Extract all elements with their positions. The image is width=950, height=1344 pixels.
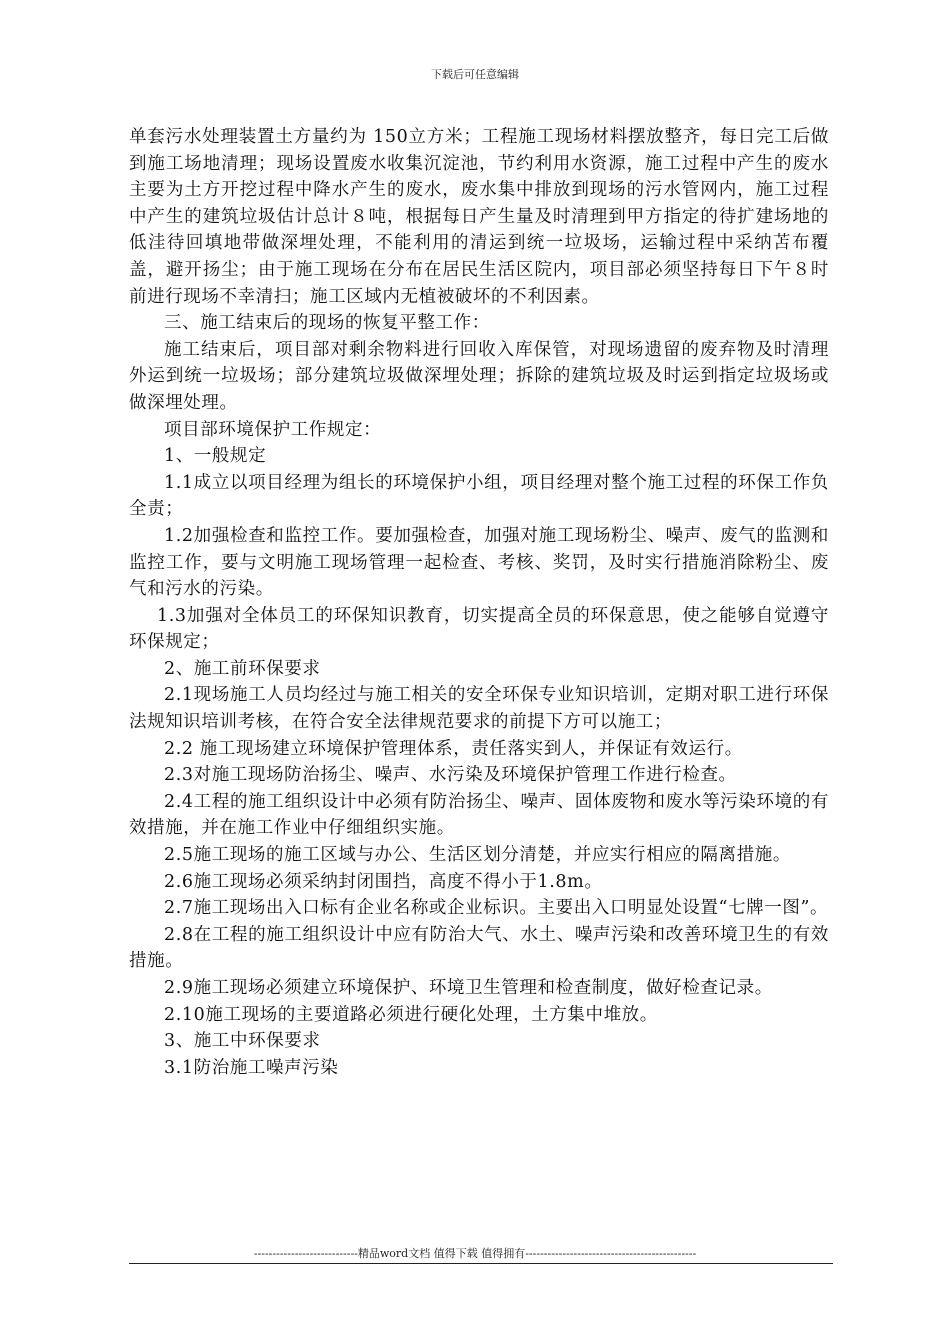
paragraph: 2.9施工现场必须建立环境保护、环境卫生管理和检查制度，做好检查记录。 xyxy=(164,978,773,998)
page-header: 下载后可任意编辑 xyxy=(431,68,519,81)
footer-divider xyxy=(129,1263,833,1264)
section-heading: 3、施工中环保要求 xyxy=(164,1031,321,1052)
paragraph: 施工结束后，项目部对剩余物料进行回收入库保管，对现场遗留的废弃物及时清理外运到统一垃圾场；部分建筑垃圾做深埋处理；拆除的建筑垃圾及时运到指定垃圾场或做深埋处理。 xyxy=(129,339,829,413)
paragraph: 2.5施工现场的施工区域与办公、生活区划分清楚，并应实行相应的隔离措施。 xyxy=(164,845,791,866)
paragraph: 2.4工程的施工组织设计中必须有防治扬尘、噪声、固体废物和废水等污染环境的有效措施，并在施工作业中仔细组织实施。 xyxy=(129,791,829,839)
section-heading: 项目部环境保护工作规定： xyxy=(164,419,382,440)
paragraph: 2.3对施工现场防治扬尘、噪声、水污染及环境保护管理工作进行检查。 xyxy=(164,765,737,786)
paragraph: 单套污水处理装置土方量约为 150立方米；工程施工现场材料摆放整齐，每日完工后做到施工场地清理；现场设置废水收集沉淀池，节约利用水资源，施工过程中产生的废水主要为土方开挖过程中降水产生的废水，废水集中排放到现场的污水管网内，施工过程中产生的建筑垃圾估计总计８吨，根据每日产生量及时清理到甲方指定的待扩建场地的低洼待回填地带做深埋处理，不能利用的清运到统一垃圾场，运输过程中采纳苫布覆盖，避开扬尘；由于施工现场在分布在居民生活区院内，项目部必须坚持每日下午８时前进行现场不幸清扫；施工区域内无植被破坏的不利因素。 xyxy=(129,127,829,307)
document-body xyxy=(129,124,829,1081)
section-heading: 三、施工结束后的现场的恢复平整工作： xyxy=(164,313,490,334)
section-heading: 1、一般规定 xyxy=(164,446,267,467)
paragraph: 2.1现场施工人员均经过与施工相关的安全环保专业知识培训，定期对职工进行环保法规知识培训考核，在符合安全法律规范要求的前提下方可以施工； xyxy=(129,685,829,733)
paragraph: 1.3加强对全体员工的环保知识教育，切实提高全员的环保意思，使之能够自觉遵守环保规定； xyxy=(129,605,829,653)
paragraph: 1.1成立以项目经理为组长的环境保护小组，项目经理对整个施工过程的环保工作负全责； xyxy=(129,472,829,520)
paragraph: 2.10施工现场的主要道路必须进行硬化处理，土方集中堆放。 xyxy=(164,1004,658,1025)
section-heading: 3.1防治施工噪声污染 xyxy=(164,1057,339,1078)
section-heading: 2、施工前环保要求 xyxy=(164,658,321,679)
paragraph: 2.7施工现场出入口标有企业名称或企业标识。主要出入口明显处设置“七牌一图”。 xyxy=(164,898,829,919)
paragraph: 2.6施工现场必须采纳封闭围挡，高度不得小于1.8m。 xyxy=(164,871,603,892)
page-footer: ----------------------------精品word文档 值得下载 值得拥有---------------------------------------------- xyxy=(253,1247,697,1260)
paragraph: 1.2加强检查和监控工作。要加强检查，加强对施工现场粉尘、噪声、废气的监测和监控工作，要与文明施工现场管理一起检查、考核、奖罚，及时实行措施消除粉尘、废气和污水的污染。 xyxy=(129,525,829,600)
paragraph: 2.2 施工现场建立环境保护管理体系，责任落实到人，并保证有效运行。 xyxy=(164,738,743,759)
paragraph: 2.8在工程的施工组织设计中应有防治大气、水土、噪声污染和改善环境卫生的有效措施。 xyxy=(129,924,829,972)
